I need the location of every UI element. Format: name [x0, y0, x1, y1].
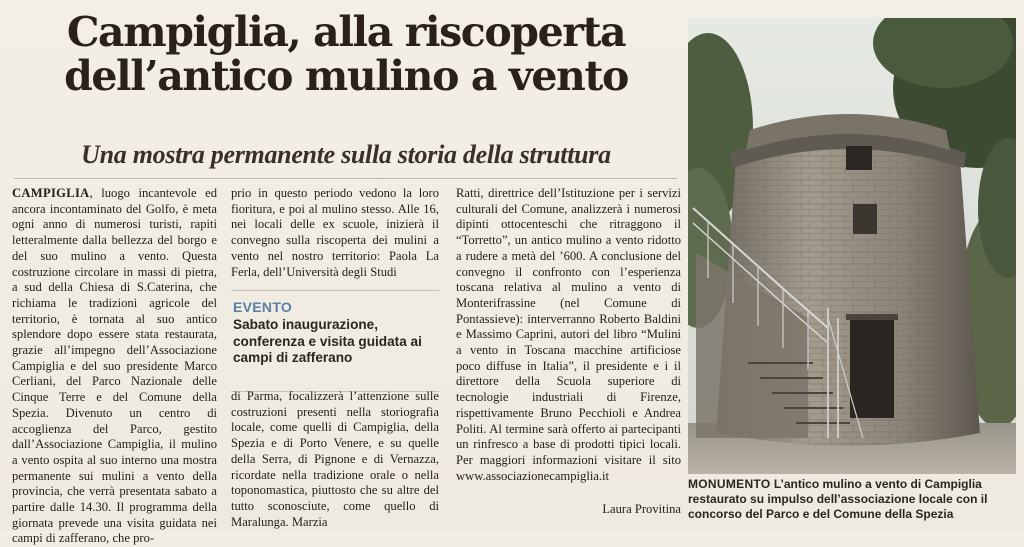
windmill-illustration — [688, 18, 1016, 474]
event-text: Sabato inaugurazione, conferenza e visita guidata ai campi di zafferano — [233, 317, 422, 365]
author-signature: Laura Provitina — [602, 502, 681, 516]
caption-text: L’antico mulino a vento di Campiglia restaurato su impulso dell’associazione locale con il concorso del Parco e del Comune della Spezia — [688, 477, 988, 521]
event-box — [231, 290, 439, 392]
article-column-2-bottom — [231, 389, 439, 530]
column-1-text: , luogo incantevole ed ancora incontaminato del Golfo, è meta ogni anno di numerosi turisti, rapiti letteralmente dalla bellezza del borgo e del suo mulino a vento. Questa costruzione circolare in massi di pietra, a sud della Chiesa di S.Caterina, che richiama le tradizioni agricole del territorio, è tornata al suo antico splendore dopo essere stata restaurata, grazie all’impegno dell’Associazione Campiglia e del suo presidente Marco Cerliani, del Parco Nazionale delle Cinque Terre e del Comune della Spezia. Divenuto un centro di accoglienza del Parco, gestito dall’Associazione Campiglia, il mulino a vento ospita al suo interno una mostra permanente sui mulini a vento della provincia, che verrà presentata sabato a partire dalle 14.30. Il programma della giornata prevede una visita guidata nei campi di zafferano, che pro- — [12, 186, 217, 546]
column-2-bottom-text: di Parma, focalizzerà l’attenzione sulle costruzioni presenti nella storiografia locale, come quelli di Campiglia, della Spezia e di Porto Venere, e su quelle della Serra, di Pignone e di Vernazza, ricordate nella tradizione orale o nella toponomastica, piuttosto che su altre del tutto sconosciute, come quello di Maralunga. Marzia — [231, 389, 439, 529]
subheadline: Una mostra permanente sulla storia della struttura — [81, 140, 611, 169]
column-3-text: Ratti, direttrice dell’Istituzione per i servizi culturali del Comune, analizzerà i numerosi dipinti ottocenteschi che ritraggono il “Torretto”, un antico mulino a vento ridotto a rudere a metà del ’600. A conclusione del convegno il confronto con l’esperienza toscana relativa al mulino a vento di Monterifrassine (nel Comune di Pontassieve): interverranno Roberto Baldini e Massimo Caprini, autori del libro “Mulini a vento in Toscana macchine artificiose poco diffuse in Italia”, il presidente e i il direttore della Scuola superiore di tecnologie industriali di Firenze, rispettivamente Bruno Pecchioli e Andrea Politi. Al termine sarà offerto ai partecipanti un rinfresco a base di prodotti tipici locali. Per maggiori informazioni visitare il sito www.associazionecampiglia.it — [456, 186, 681, 483]
column-1-paragraph — [12, 186, 217, 547]
dateline: CAMPIGLIA — [12, 186, 90, 200]
article-column-1 — [12, 186, 217, 547]
divider-rule — [14, 178, 677, 179]
article-column-2-top — [231, 186, 439, 280]
headline-line-2: dell’antico mulino a vento — [64, 52, 628, 100]
photo-caption — [688, 477, 1016, 522]
headline-line-1: Campiglia, alla riscoperta — [66, 8, 626, 56]
windmill-photo — [688, 18, 1016, 474]
column-2-top-text: prio in questo periodo vedono la loro fioritura, e poi al mulino stesso. Alle 16, nei locali delle ex scuole, inizierà il convegno sulla riscoperta dei mulini a vento nel nostro territorio: Paola La Ferla, dell’Università degli Studi — [231, 186, 439, 279]
headline — [12, 10, 680, 98]
event-tag: EVENTO — [233, 299, 293, 315]
article-column-3 — [456, 186, 681, 484]
caption-tag: MONUMENTO — [688, 477, 771, 491]
